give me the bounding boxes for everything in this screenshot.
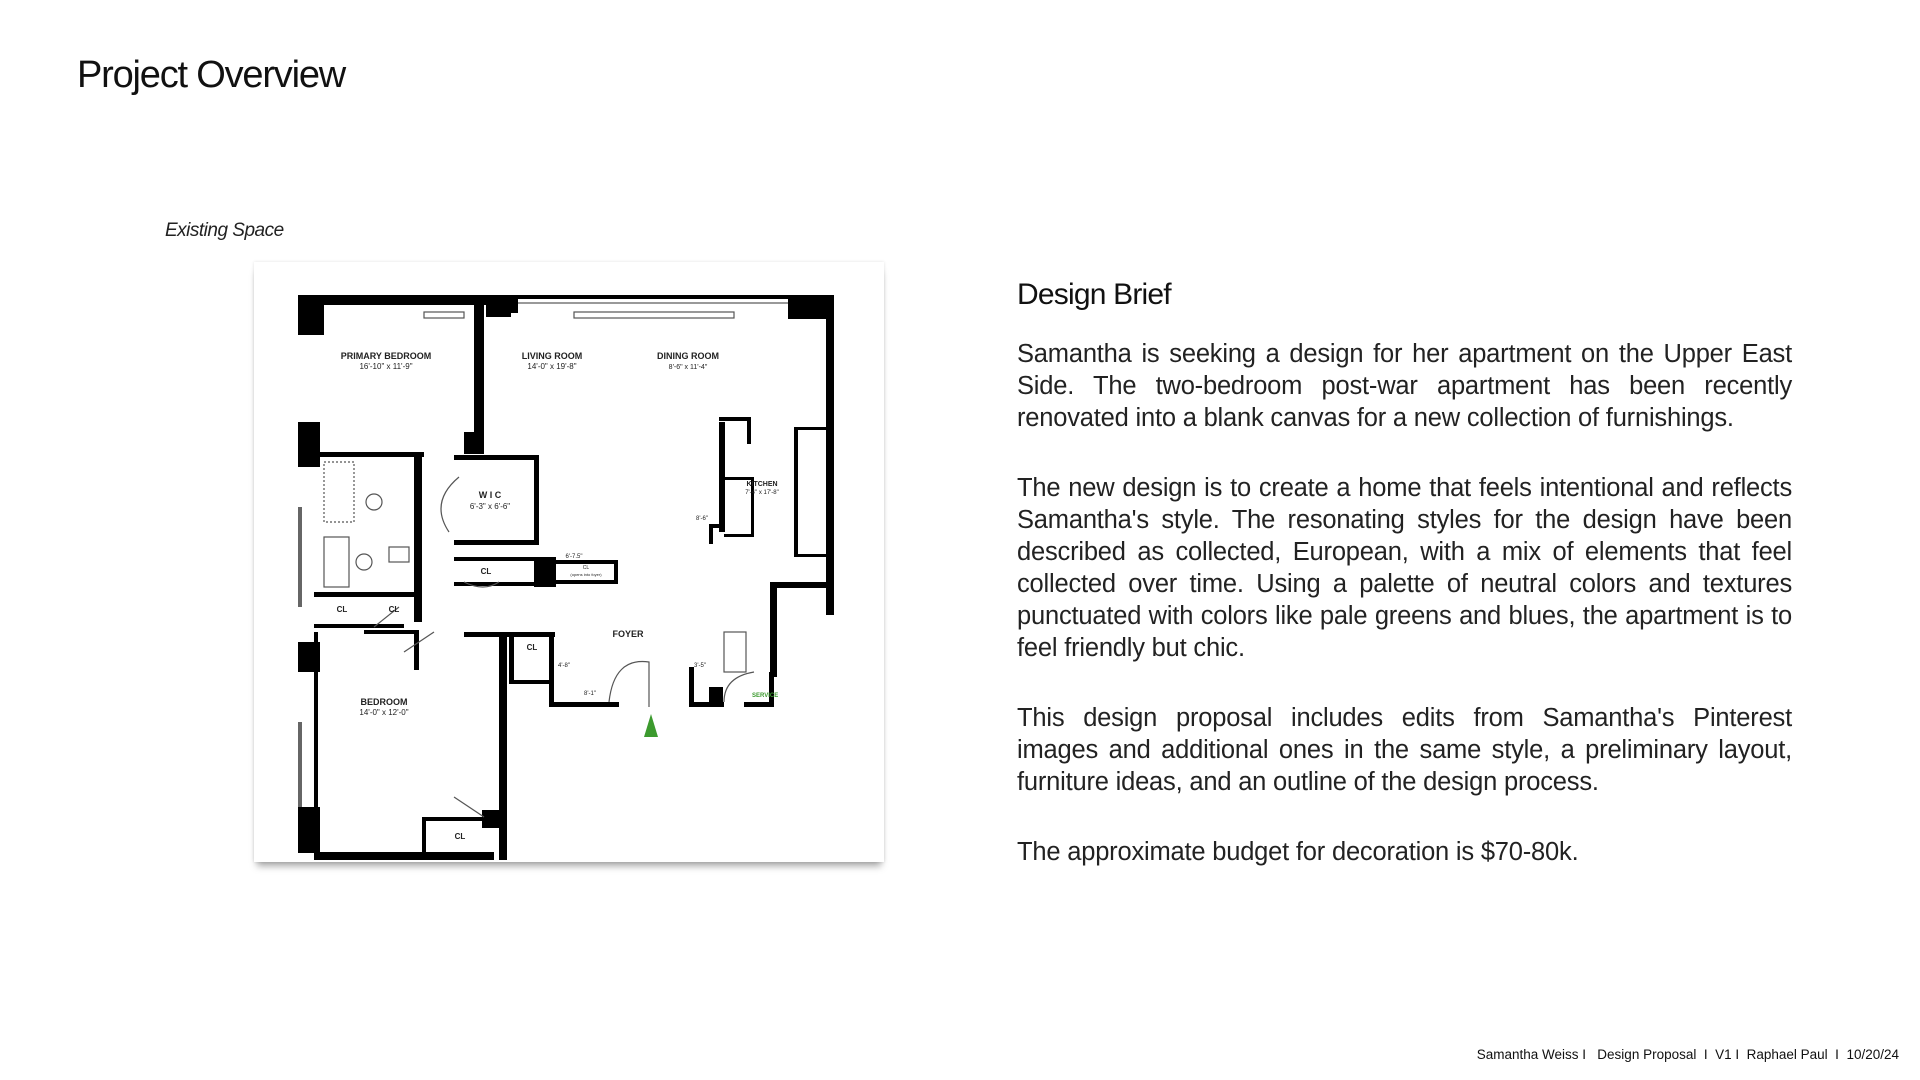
- footer: Samantha Weiss I Design Proposal I V1 I Raphael Paul I 10/20/24: [1476, 1047, 1899, 1062]
- closet-label-linen: CL: [582, 565, 590, 571]
- foyer-bottom-dim: 8'-1": [584, 691, 596, 697]
- brief-paragraph-2: The new design is to create a home that feels intentional and reflects Samantha's style. The resonating styles for the design have been described as collected, European, with a mix of elements that feel collected over time. Using a palette of neutral colors and textures punctuated with colors like pale greens and blues, the apartment is to feel friendly but chic.: [1017, 474, 1792, 662]
- wic-dim: 6'-3" x 6'-6": [469, 502, 511, 511]
- design-brief: [1017, 278, 1792, 906]
- service-label: SERVICE: [752, 693, 779, 699]
- living-room-dim: 14'-0" x 19'-8": [527, 362, 577, 371]
- living-room-name: LIVING ROOM: [521, 351, 583, 361]
- entry-arrow-icon: [644, 714, 658, 737]
- closet-label-foyer: CL: [526, 643, 538, 652]
- dining-room-dim: 8'-6" x 11'-4": [668, 364, 708, 371]
- hall-dim: 6'-7.5": [565, 554, 583, 560]
- foyer-closet-note: (opens into foyer): [570, 572, 602, 577]
- brief-paragraph-1: Samantha is seeking a design for her apartment on the Upper East Side. The two-bedroom post-war apartment has been recently renovated into a blank canvas for a new collection of furnishings.: [1017, 340, 1792, 432]
- foyer-name: FOYER: [612, 629, 644, 639]
- primary-bedroom-name: PRIMARY BEDROOM: [340, 351, 432, 361]
- closet-label-bath-1: CL: [336, 605, 348, 614]
- floor-plan-walls: [298, 295, 834, 860]
- wic-name: W I C: [478, 490, 502, 500]
- kitchen-wall-dim: 8'-6": [696, 516, 708, 522]
- closet-label-bedroom: CL: [454, 832, 466, 841]
- floor-plan-image: [254, 262, 884, 862]
- page-title: Project Overview: [77, 54, 345, 96]
- bedroom-name: BEDROOM: [360, 697, 408, 707]
- image-caption: Existing Space: [165, 220, 284, 241]
- primary-bedroom-dim: 16'-10" x 11'-9": [359, 362, 413, 371]
- foyer-right-dim: 3'-5": [694, 663, 706, 669]
- kitchen-name: KITCHEN: [746, 481, 778, 488]
- bedroom-dim: 14'-0" x 12'-0": [359, 708, 409, 717]
- brief-paragraph-3: This design proposal includes edits from Samantha's Pinterest images and additional ones in the same style, a preliminary layout, furniture ideas, and an outline of the design process.: [1017, 704, 1792, 796]
- kitchen-dim: 7'-4" x 17'-8": [745, 490, 779, 496]
- design-brief-heading: Design Brief: [1017, 278, 1171, 311]
- closet-label-hall: CL: [480, 567, 492, 576]
- closet-label-bath-2: CL: [388, 605, 400, 614]
- foyer-left-dim: 4'-8": [558, 663, 570, 669]
- brief-paragraph-budget: The approximate budget for decoration is $70-80k.: [1017, 838, 1579, 866]
- floor-plan-drawing: [254, 262, 884, 862]
- dining-room-name: DINING ROOM: [657, 351, 719, 361]
